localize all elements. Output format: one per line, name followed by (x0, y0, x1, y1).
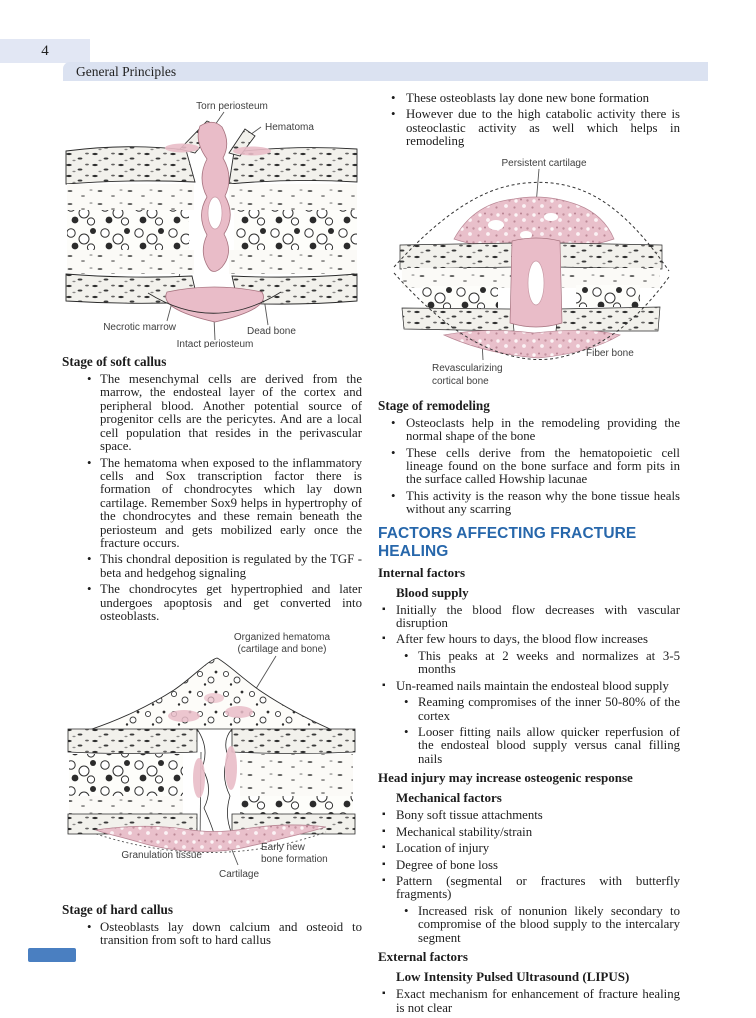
heading-soft-callus: Stage of soft callus (62, 354, 167, 369)
figure-fracture-hematoma (64, 96, 359, 348)
cortex-bottom-right (556, 307, 660, 331)
cortex-bottom-left (402, 308, 514, 331)
running-header-band (63, 62, 708, 81)
remodeling-bullet: • This activity is the reason why the bone tissue heals without any scarring (378, 490, 680, 517)
page-number: 4 (41, 42, 49, 59)
central-fracture-gap (193, 729, 237, 834)
top-bullet: • These osteoblasts lay done new bone formation (378, 92, 680, 105)
blood-supply-item: ▪ Un-reamed nails maintain the endosteal blood supply (378, 680, 680, 693)
label-persistent-cartilage: Persistent cartilage (501, 157, 587, 169)
cortex-top-left (400, 243, 516, 269)
blood-supply-subitem: • Reaming compromises of the inner 50-80% of the cortex (378, 696, 680, 723)
label-revascularizing-1: Revascularizing (432, 362, 503, 374)
label-torn-periosteum: Torn periosteum (196, 101, 268, 112)
label-fiber-bone: Fiber bone (586, 347, 634, 359)
heading-factors-affecting-fracture-healing: FACTORS AFFECTING FRACTURE HEALING (378, 524, 637, 560)
label-early-new-bone-2: bone formation (261, 853, 328, 865)
lipus-item: ▪ Exact mechanism for enhancement of fracture healing is not clear (378, 988, 680, 1015)
soft-callus-bullet: • This chondral deposition is regulated by the TGF -beta and hedgehog signaling (62, 553, 362, 580)
mechanical-item: ▪ Bony soft tissue attachments (378, 809, 680, 822)
mechanical-item: ▪ Pattern (segmental or fractures with butterfly fragments) (378, 875, 680, 902)
blood-supply-subitem: • Looser fitting nails allow quicker reperfusion of the endosteal blood supply versus canal filling nails (378, 726, 680, 766)
mechanical-item: ▪ Mechanical stability/strain (378, 826, 680, 839)
revascularizing-zone (510, 238, 562, 327)
cortex-top-right (232, 729, 355, 754)
cortex-top-left (68, 729, 197, 754)
label-granulation-tissue: Granulation tissue (121, 849, 202, 861)
cortex-top-right (556, 243, 662, 269)
footer-tab (28, 948, 76, 962)
label-organized-hematoma-2: (cartilage and bone) (237, 643, 327, 655)
label-organized-hematoma-1: Organized hematoma (233, 631, 331, 643)
heading-remodeling: Stage of remodeling (378, 397, 490, 413)
label-revascularizing-2: cortical bone (432, 375, 489, 387)
heading-hard-callus: Stage of hard callus (62, 901, 173, 917)
mechanical-subitem: • Increased risk of nonunion likely secondary to compromise of the blood supply to the intercalary segment (378, 905, 680, 945)
left-column (62, 96, 362, 950)
figure-organized-hematoma (64, 628, 359, 896)
hard-callus-bullet: • Osteoblasts lay down calcium and osteoid to transition from soft to hard callus (62, 921, 362, 948)
remodeling-bullet: • Osteoclasts help in the remodeling providing the normal shape of the bone (378, 417, 680, 444)
mechanical-item: ▪ Location of injury (378, 842, 680, 855)
soft-callus-bullet: • The hematoma when exposed to the inflammatory cells and Sox transcription factor there is formation of chondrocytes which lay down cartilage. Remember Sox9 helps in hypertrophy of the chondrocytes and these remain beneath the periosteum and gets mobilized early once the fracture occurs. (62, 457, 362, 551)
label-intact-periosteum: Intact periosteum (176, 339, 254, 348)
heading-internal-factors: Internal factors (378, 564, 466, 580)
top-bullet: • However due to the high catabolic activity there is osteoclastic activity as well which helps in remodeling (378, 108, 680, 148)
heading-external-factors: External factors (378, 949, 468, 965)
heading-blood-supply: Blood supply (396, 584, 469, 600)
blood-supply-subitem: • This peaks at 2 weeks and normalizes at 3-5 months (378, 650, 680, 677)
remodeling-bullet: • These cells derive from the hematopoietic cell lineage found on the bone surface and form pits in the surface called Howship lacunae (378, 447, 680, 487)
figure-remodeling-callus (386, 155, 676, 392)
label-hematoma: Hematoma (265, 122, 314, 133)
soft-callus-bullet: • The mesenchymal cells are derived from the marrow, the endosteal layer of the cortex and peripheral blood. Another potential source of progenitor cells are the pericytes. And are a local cell population that resides in the perivascular space. (62, 373, 362, 454)
label-dead-bone: Dead bone (247, 326, 296, 337)
label-necrotic-marrow: Necrotic marrow (103, 322, 176, 333)
right-column (378, 92, 680, 1018)
blood-supply-item: ▪ Initially the blood flow decreases with vascular disruption (378, 604, 680, 631)
heading-lipus: Low Intensity Pulsed Ultrasound (LIPUS) (396, 969, 630, 985)
label-cartilage: Cartilage (218, 868, 260, 880)
mechanical-item: ▪ Degree of bone loss (378, 859, 680, 872)
running-header-title: General Principles (76, 64, 177, 79)
heading-mechanical-factors: Mechanical factors (396, 790, 502, 806)
blood-supply-item: ▪ After few hours to days, the blood flow increases (378, 633, 680, 646)
page-number-box (0, 39, 90, 63)
note-head-injury: Head injury may increase osteogenic response (378, 770, 633, 786)
label-early-new-bone-1: Early new (261, 841, 305, 853)
soft-callus-bullet: • The chondrocytes get hypertrophied and later undergoes apoptosis and get converted into osteoblasts. (62, 583, 362, 623)
